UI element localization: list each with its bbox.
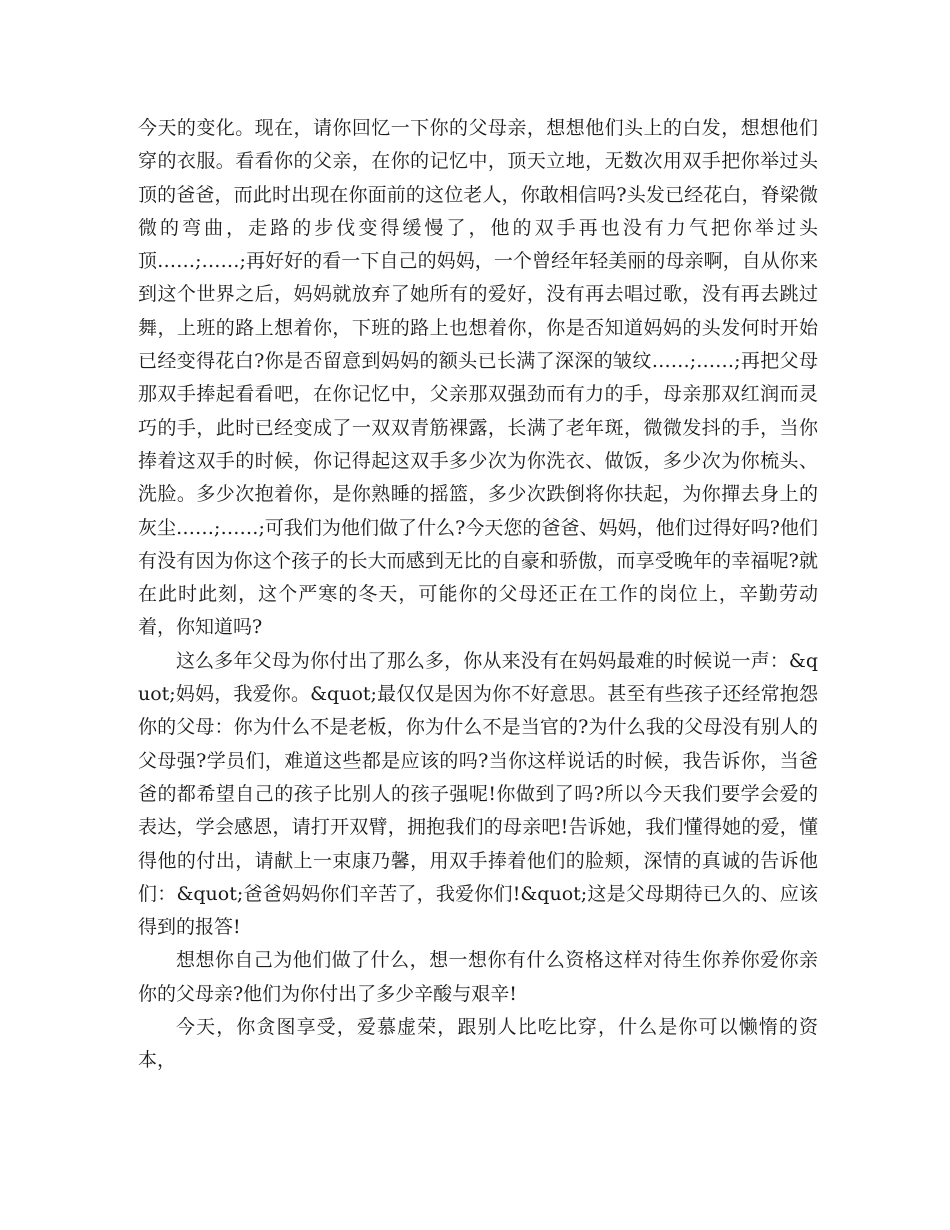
paragraph-3: 想想你自己为他们做了什么，想一想你有什么资格这样对待生你养你爱你亲你的父母亲?他们为你付出了多少辛酸与艰辛! [138,949,818,1005]
document-body [138,112,818,1078]
paragraph-4: 今天，你贪图享受，爱慕虚荣，跟别人比吃比穿，什么是你可以懒惰的资本， [138,1016,818,1072]
paragraph-2: 这么多年父母为你付出了那么多，你从来没有在妈妈最难的时候说一声：&quot;妈妈，我爱你。&quot;最仅仅是因为你不好意思。甚至有些孩子还经常抱怨你的父母：你为什么不是老板，你为什么不是当官的?为什么我的父母没有别人的父母强?学员们，难道这些都是应该的吗?当你这样说话的时候，我告诉你，当爸爸的都希望自己的孩子比别人的孩子强呢!你做到了吗?所以今天我们要学会爱的表达，学会感恩，请打开双臂，拥抱我们的母亲吧!告诉她，我们懂得她的爱，懂得他的付出，请献上一束康乃馨，用双手捧着他们的脸颊，深情的真诚的告诉他们：&quot;爸爸妈妈你们辛苦了，我爱你们!&quot;这是父母期待已久的、应该得到的报答! [138,649,818,939]
paragraph-1: 今天的变化。现在，请你回忆一下你的父母亲，想想他们头上的白发，想想他们穿的衣服。看看你的父亲，在你的记忆中，顶天立地，无数次用双手把你举过头顶的爸爸，而此时出现在你面前的这位老人，你敢相信吗?头发已经花白，脊梁微微的弯曲，走路的步伐变得缓慢了，他的双手再也没有力气把你举过头顶……;……;再好好的看一下自己的妈妈，一个曾经年轻美丽的母亲啊，自从你来到这个世界之后，妈妈就放弃了她所有的爱好，没有再去唱过歌，没有再去跳过舞，上班的路上想着你，下班的路上也想着你，你是否知道妈妈的头发何时开始已经变得花白?你是否留意到妈妈的额头已长满了深深的皱纹……;……;再把父母那双手捧起看看吧，在你记忆中，父亲那双强劲而有力的手，母亲那双红润而灵巧的手，此时已经变成了一双双青筋裸露，长满了老年斑，微微发抖的手，当你捧着这双手的时候，你记得起这双手多少次为你洗衣、做饭，多少次为你梳头、洗脸。多少次抱着你，是你熟睡的摇篮，多少次跌倒将你扶起，为你撣去身上的灰尘……;……;可我们为他们做了什么?今天您的爸爸、妈妈，他们过得好吗?他们有没有因为你这个孩子的长大而感到无比的自豪和骄傲，而享受晚年的幸福呢?就在此时此刻，这个严寒的冬天，可能你的父母还正在工作的岗位上，辛勤劳动着，你知道吗? [138,117,818,639]
